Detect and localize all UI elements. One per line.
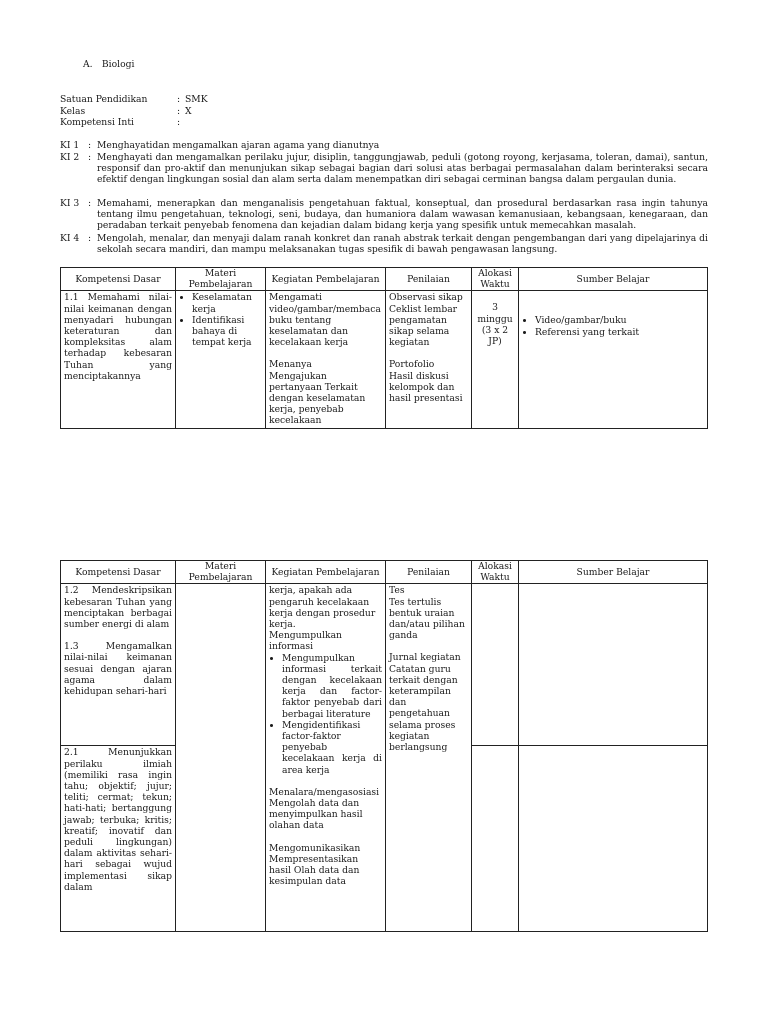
kd-cell bbox=[61, 584, 176, 746]
mengamati-title: Mengamati bbox=[269, 292, 322, 304]
materi-cell bbox=[176, 584, 266, 932]
kd-1-3: 1.3 Mengamalkan nilai-nilai keimanan sesuai dengan ajaran agama dalam kehidupan sehari-hari bbox=[64, 641, 172, 698]
identity-value: SMK bbox=[185, 94, 208, 105]
syllabus-table-2 bbox=[60, 560, 708, 932]
header-kegiatan: Kegiatan Pembelajaran bbox=[266, 268, 386, 291]
table-row bbox=[61, 584, 708, 746]
ki-key: KI 4 bbox=[60, 233, 80, 244]
header-penilaian: Penilaian bbox=[386, 561, 472, 584]
section-heading bbox=[83, 59, 134, 70]
kegiatan-cell bbox=[266, 584, 386, 932]
ki-1 bbox=[60, 140, 708, 151]
ki-text: Menghayatidan mengamalkan ajaran agama yang dianutnya bbox=[97, 140, 380, 151]
komunikasi-title: Mengomunikasikan bbox=[269, 842, 361, 854]
ki-3 bbox=[60, 198, 708, 232]
section-number: A. bbox=[83, 59, 93, 70]
header-sumber: Sumber Belajar bbox=[519, 268, 708, 291]
alokasi-cell bbox=[472, 746, 519, 932]
identity-label: Kelas bbox=[60, 105, 86, 117]
alokasi-number: 3 bbox=[492, 302, 498, 314]
ki-colon: : bbox=[88, 233, 92, 244]
penilaian-cell bbox=[386, 291, 472, 428]
table-header-row bbox=[61, 561, 708, 584]
identity-label: Satuan Pendidikan bbox=[60, 94, 148, 105]
list-item: • Referensi yang terkait bbox=[535, 327, 704, 338]
header-kompetensi-dasar: Kompetensi Dasar bbox=[61, 561, 176, 584]
menanya-title: Menanya bbox=[269, 359, 312, 371]
kd-2-1: 2.1 Menunjukkan perilaku ilmiah (memiliki rasa ingin tahu; objektif; jujur; teliti; cermat; tekun; hati-hati; bertanggung jawab; terbuka; kritis; kreatif; inovatif dan peduli lingkungan) dalam aktivitas sehari-hari sebagai wujud implementasi sikap dalam bbox=[64, 747, 172, 893]
ki-colon: : bbox=[88, 152, 92, 163]
ki-4 bbox=[60, 233, 708, 255]
ki-key: KI 1 bbox=[60, 140, 80, 151]
portofolio-text: Hasil diskusi kelompok dan hasil presentasi bbox=[389, 370, 463, 405]
header-kegiatan: Kegiatan Pembelajaran bbox=[266, 561, 386, 584]
identity-row bbox=[60, 106, 208, 118]
header-materi: Materi Pembelajaran bbox=[176, 268, 266, 291]
ki-colon: : bbox=[88, 198, 92, 209]
identity-row bbox=[60, 117, 208, 129]
section-title: Biologi bbox=[101, 59, 135, 70]
list-item: • Mengumpulkan informasi terkait dengan kecelakaan kerja dan factor-faktor penyebab dari berbagai literature bbox=[282, 653, 382, 720]
list-item: • Mengidentifikasi factor-faktor penyebab kecelakaan kerja di area kerja bbox=[282, 720, 382, 776]
observasi-text: Ceklist lembar pengamatan sikap selama kegiatan bbox=[389, 303, 458, 349]
header-alokasi: Alokasi Waktu bbox=[472, 268, 519, 291]
menalar-text: Mengolah data dan menyimpulkan hasil olahan data bbox=[269, 798, 363, 832]
ki-key: KI 2 bbox=[60, 152, 80, 163]
list-item: • Identifikasi bahaya di tempat kerja bbox=[192, 315, 262, 349]
kd-1-2: 1.2 Mendeskripsikan kebesaran Tuhan yang menciptakan berbagai sumber energi di alam bbox=[64, 585, 172, 631]
alokasi-cell bbox=[472, 291, 519, 428]
tes-title: Tes bbox=[389, 585, 405, 597]
table-row bbox=[61, 291, 708, 428]
alokasi-cell bbox=[472, 584, 519, 746]
list-item: • Keselamatan kerja bbox=[192, 292, 262, 314]
kd-1-1: 1.1 Memahami nilai-nilai keimanan dengan menyadari hubungan keteraturan dan kompleksitas alam terhadap kebesaran Tuhan yang menciptakannya bbox=[64, 292, 172, 382]
observasi-title: Observasi sikap bbox=[389, 292, 463, 304]
mengumpulkan-title: Mengumpulkan informasi bbox=[269, 630, 342, 653]
header-penilaian: Penilaian bbox=[386, 268, 472, 291]
ki-key: KI 3 bbox=[60, 198, 80, 209]
penilaian-cell bbox=[386, 584, 472, 932]
header-materi: Materi Pembelajaran bbox=[176, 561, 266, 584]
ki-text: Mengolah, menalar, dan menyaji dalam ranah konkret dan ranah abstrak terkait dengan pengembangan dari yang dipelajarinya di sekolah secara mandiri, dan mampu melaksanakan tugas spesifik di bawah pengawasan langsung. bbox=[97, 233, 708, 256]
tes-text: Tes tertulis bentuk uraian dan/atau pilihan ganda bbox=[389, 596, 465, 642]
portofolio-title: Portofolio bbox=[389, 359, 435, 371]
jurnal-title: Jurnal kegiatan bbox=[389, 652, 461, 664]
mengamati-text: video/gambar/membaca buku tentang keselamatan dan kecelakaan kerja bbox=[269, 303, 381, 349]
menanya-text: Mengajukan pertanyaan Terkait dengan keselamatan kerja, penyebab kecelakaan bbox=[269, 370, 366, 427]
list-item: • Video/gambar/buku bbox=[535, 315, 704, 326]
komunikasi-text: Mempresentasikan hasil Olah data dan kesimpulan data bbox=[269, 853, 360, 888]
identity-label: Kompetensi Inti bbox=[60, 117, 134, 128]
sumber-cell bbox=[519, 291, 708, 428]
ki-text: Menghayati dan mengamalkan perilaku jujur, disiplin, tanggungjawab, peduli (gotong royong, kerjasama, toleran, damai), santun, responsif dan pro-aktif dan menunjukan sikap sebagai bagian dari solusi atas berbagai permasalahan dalam berinteraksi secara efektif dengan lingkungan sosial dan alam serta dalam menempatkan diri sebagai cerminan bangsa dalam pergaulan dunia. bbox=[97, 152, 708, 186]
materi-list bbox=[179, 292, 262, 348]
jurnal-text: Catatan guru terkait dengan keterampilan dan pengetahuan selama proses kegiatan berlangsung bbox=[389, 663, 458, 754]
alokasi-text: minggu (3 x 2 JP) bbox=[477, 313, 513, 348]
identity-colon: : bbox=[177, 94, 181, 105]
kegiatan-continued: kerja, apakah ada pengaruh kecelakaan kerja dengan prosedur kerja. bbox=[269, 585, 376, 631]
ki-2 bbox=[60, 152, 708, 186]
syllabus-table-1 bbox=[60, 267, 708, 429]
ki-colon: : bbox=[88, 140, 92, 151]
sumber-list bbox=[522, 315, 704, 337]
identity-block bbox=[60, 94, 208, 129]
identity-value: X bbox=[185, 105, 192, 117]
kegiatan-cell bbox=[266, 291, 386, 428]
identity-colon: : bbox=[177, 117, 181, 128]
materi-cell bbox=[176, 291, 266, 428]
identity-colon: : bbox=[177, 105, 181, 117]
sumber-cell bbox=[519, 746, 708, 932]
menalar-title: Menalara/mengasosiasi bbox=[269, 786, 380, 798]
ki-text: Memahami, menerapkan dan menganalisis pengetahuan faktual, konseptual, dan prosedural berdasarkan rasa ingin tahunya tentang ilmu pengetahuan, teknologi, seni, budaya, dan humaniora dalam wawasan kemanusiaan, kebangsaan, kenegaraan, dan peradaban terkait penyebab fenomena dan kejadian dalam bidang kerja yang spesifik untuk memecahkan masalah. bbox=[97, 198, 708, 232]
header-sumber: Sumber Belajar bbox=[519, 561, 708, 584]
kd-cell bbox=[61, 291, 176, 428]
table-header-row bbox=[61, 268, 708, 291]
kd-cell bbox=[61, 746, 176, 932]
mengumpulkan-list bbox=[269, 653, 382, 776]
header-alokasi: Alokasi Waktu bbox=[472, 561, 519, 584]
header-kompetensi-dasar: Kompetensi Dasar bbox=[61, 268, 176, 291]
sumber-cell bbox=[519, 584, 708, 746]
identity-row bbox=[60, 94, 208, 106]
